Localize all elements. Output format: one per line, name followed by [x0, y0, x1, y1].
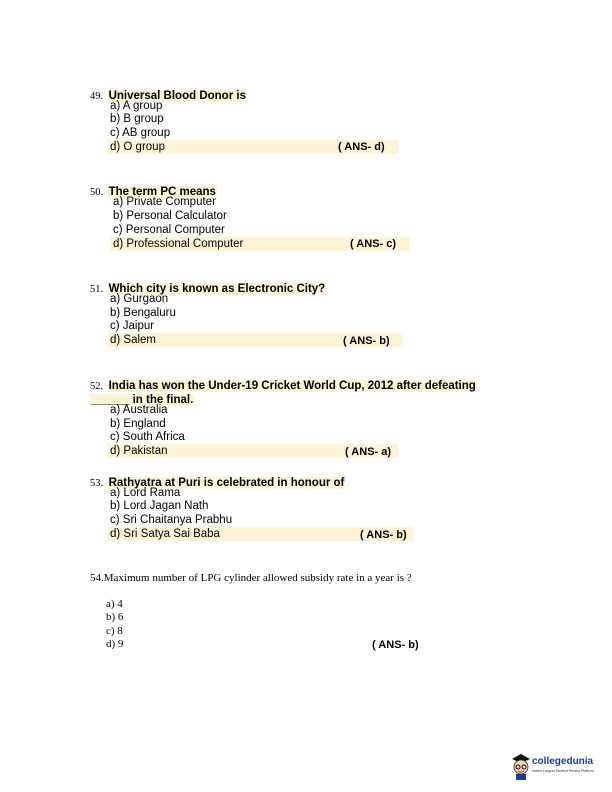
collegedunia-logo [510, 752, 606, 782]
question-text: Which city is known as Electronic City? [108, 283, 326, 295]
mascot-icon [510, 752, 532, 780]
option-d: d) Sri Satya Sai Baba [110, 528, 220, 540]
logo-name: collegedunia [532, 756, 594, 767]
answer-label: ( ANS- a) [345, 446, 392, 458]
question-text: The term PC means [108, 186, 216, 198]
option-b: b) B group [110, 113, 164, 125]
question-54-text: 54.Maximum number of LPG cylinder allowed subsidy rate in a year is ? [90, 572, 412, 584]
option-b: b) Bengaluru [110, 307, 176, 319]
logo-tagline: India's Largest Student Review Platform [532, 769, 595, 773]
option-a: a) Australia [110, 404, 168, 416]
option-c: c) 8 [106, 625, 123, 637]
option-b: b) England [110, 418, 166, 430]
option-b: b) Personal Calculator [113, 210, 227, 222]
option-c: c) Sri Chaitanya Prabhu [110, 514, 233, 526]
question-text: India has won the Under-19 Cricket World Cup, 2012 after defeating [108, 380, 476, 392]
question-number: 49. [90, 91, 104, 102]
answer-label: ( ANS- b) [360, 529, 407, 541]
answer-label: ( ANS- d) [338, 141, 385, 153]
option-d: d) Salem [110, 334, 157, 346]
question-number: 50. [90, 187, 104, 198]
option-d: d) 9 [106, 638, 124, 650]
question-number: 53. [90, 478, 104, 489]
option-d: d) Professional Computer [113, 238, 244, 250]
option-c: c) AB group [110, 127, 171, 139]
answer-label: ( ANS- c) [350, 238, 397, 250]
option-c: c) South Africa [110, 431, 185, 443]
option-d: d) O group [110, 141, 165, 153]
option-b: b) Lord Jagan Nath [110, 500, 209, 512]
option-c: c) Jaipur [110, 320, 155, 332]
question-number: 51. [90, 284, 104, 295]
question-text-continued: ______ in the final. [91, 394, 194, 406]
question-text: Universal Blood Donor is [108, 90, 246, 102]
option-a: a) Private Computer [113, 196, 216, 208]
option-d: d) Pakistan [110, 445, 168, 457]
option-a: a) Lord Rama [110, 487, 181, 499]
question-number: 52. [90, 381, 104, 392]
answer-label: ( ANS- b) [372, 639, 419, 651]
answer-label: ( ANS- b) [343, 335, 390, 347]
option-a: a) 4 [106, 598, 123, 610]
option-a: a) A group [110, 100, 163, 112]
option-b: b) 6 [106, 611, 124, 623]
option-a: a) Gurgaon [110, 293, 169, 305]
option-c: c) Personal Computer [113, 224, 225, 236]
question-text: Rathyatra at Puri is celebrated in honour of [108, 477, 345, 489]
